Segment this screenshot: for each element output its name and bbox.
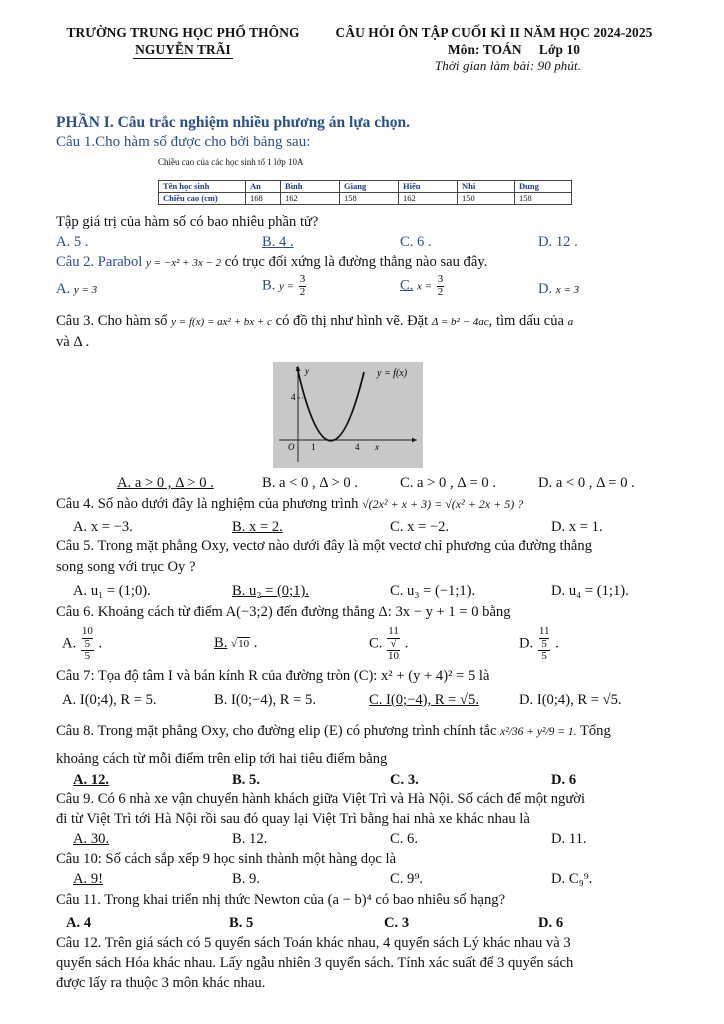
q9-stem: Câu 9. Có 6 nhà xe vận chuyển hành khách giữa Việt Trì và Hà Nội. Số cách để một người (56, 791, 586, 807)
q7-option-c (369, 691, 479, 710)
option-value: x = 3 (555, 284, 580, 296)
q11-option-a: A. 4 (66, 915, 92, 931)
q4-option-c: C. x = −2. (390, 519, 450, 535)
table-cell: Nhi (458, 181, 515, 193)
q10-option-c: C. 9⁹. (390, 871, 424, 887)
table-cell: 162 (281, 192, 340, 204)
q2-stem-text: có trục đối xứng là đường thẳng nào sau đây. (224, 254, 488, 270)
q1-stem: Câu 1.Cho hàm số được cho bởi bảng sau: (56, 134, 311, 150)
table-cell: Dung (515, 181, 572, 193)
q3-stem-text: có đồ thị như hình vẽ. Đặt (275, 313, 429, 329)
q12-line1: Câu 12. Trên giá sách có 5 quyển sách Toán khác nhau, 4 quyển sách Lý khác nhau và 3 (56, 935, 571, 951)
option-text: A. 30. (73, 831, 110, 847)
q2-option-b (262, 274, 307, 298)
q8-option-a (73, 771, 109, 790)
table-cell: Giang (340, 181, 399, 193)
parabola-graph-svg (273, 362, 423, 468)
q8-option-b: B. 5. (232, 772, 260, 788)
option-letter: A. (62, 635, 77, 652)
option-letter: B. (214, 635, 228, 651)
q2-option-c (400, 274, 445, 298)
q3-stem-text2: , tìm dấu của (488, 313, 565, 329)
school-name-line1: TRƯỜNG TRUNG HỌC PHỔ THÔNG (66, 25, 300, 40)
q10-option-b: B. 9. (232, 871, 260, 887)
option-value: x = (417, 280, 433, 293)
graph-tick-x4: 4 (355, 442, 360, 452)
q3-delta-definition: Δ = b² − 4ac (431, 316, 489, 328)
q6-stem: Câu 6. Khoảng cách từ điểm A(−3;2) đến đường thẳng Δ: 3x − y + 1 = 0 bằng (56, 604, 511, 620)
q3-var-a: a (567, 316, 574, 328)
option-letter: C. (369, 635, 383, 652)
q4-stem (56, 495, 684, 514)
option-text: A. 9! (73, 871, 103, 887)
q7-stem: Câu 7: Tọa độ tâm I và bán kính R của đường tròn (C): x² + (y + 4)² = 5 là (56, 668, 490, 684)
q5-option-b: B. u₂ = (0;1). (232, 583, 309, 599)
q8-stem-text: Câu 8. Trong mặt phẳng Oxy, cho đường elip (E) có phương trình chính tắc (56, 723, 497, 739)
exam-subject: Môn: TOÁN (447, 42, 522, 58)
q8-stem (56, 722, 684, 741)
option-letter: A. (56, 281, 71, 297)
q8-option-d: D. 6 (551, 772, 577, 788)
q12-line2: quyển sách Hóa khác nhau. Lấy ngẫu nhiên 3 quyển sách. Tính xác suất để 3 quyển sách (56, 955, 574, 971)
table-cell: Tên học sinh (159, 181, 246, 193)
q4-option-b: B. x = 2. (232, 519, 283, 535)
q6-option-a: A. 10 5 5 . (62, 625, 103, 663)
q9-option-c: C. 6. (390, 831, 418, 847)
q3-stem (56, 312, 684, 331)
q11-option-b: B. 5 (229, 915, 254, 931)
option-fraction: 11 √ 10 (388, 625, 400, 663)
q3-option-d: D. a < 0 , Δ = 0 . (538, 475, 635, 491)
section-title: PHẦN I. Câu trắc nghiệm nhiều phương án lựa chọn. (56, 114, 411, 131)
option-letter: C. (400, 277, 414, 294)
exam-title: CÂU HỎI ÔN TẬP CUỐI KÌ II NĂM HỌC 2024-2025 (335, 25, 653, 40)
q7-option-d: D. I(0;4), R = √5. (519, 692, 622, 708)
q6-option-b: B. √10 . (214, 635, 258, 651)
graph-x-label: x (375, 442, 379, 452)
q5-stem-line2: song song với trục Oy ? (56, 559, 196, 575)
q5-option-c: C. u₃ = (−1;1). (390, 583, 476, 599)
option-value: y = 3 (73, 284, 98, 296)
option-text: C. I(0;−4), R = √5. (369, 692, 480, 708)
height-table (158, 180, 572, 205)
q8-stem-line2: khoảng cách từ mỗi điểm trên elip tới hai tiêu điểm bằng (56, 751, 388, 767)
q2-stem (56, 253, 684, 272)
table-cell: Bình (281, 181, 340, 193)
graph-origin-label: O (288, 442, 295, 452)
option-fraction: $\frac{3}{2}$ (437, 273, 444, 298)
graph-function-label: y = f(x) (377, 368, 408, 379)
table-cell: 162 (399, 192, 458, 204)
parabola-graph (273, 362, 423, 468)
q2-option-a (56, 280, 97, 299)
table-row (159, 192, 572, 204)
q9-option-b: B. 12. (232, 831, 268, 847)
q3-equation: y = f(x) = ax² + bx + c (171, 316, 272, 328)
q10-option-a (73, 870, 103, 889)
q1-question: Tập giá trị của hàm số có bao nhiêu phần tử? (56, 214, 319, 230)
option-fraction: 11 5 5 (538, 625, 550, 663)
q1-option-b: B. 4 . (262, 234, 294, 250)
table-cell: 150 (458, 192, 515, 204)
q6-option-d: D. 11 5 5 . (519, 625, 559, 663)
school-name-line2: NGUYỄN TRÃI (133, 41, 233, 59)
q2-equation: y = −x² + 3x − 2 (146, 257, 222, 269)
q7-option-a: A. I(0;4), R = 5. (62, 692, 157, 708)
option-text: A. 12. (73, 772, 110, 788)
exam-time: Thời gian làm bài: 90 phút. (434, 58, 582, 74)
option-text: A. a > 0 , Δ > 0 . (117, 475, 214, 491)
q9-option-a (73, 830, 109, 849)
option-fraction: $\frac{3}{2}$ (299, 273, 306, 298)
q9-stem-line2: đi từ Việt Trì tới Hà Nội rồi sau đó quay lại Việt Trì bằng hai nhà xe khác nhau là (56, 811, 530, 827)
q3-label: Câu 3. Cho hàm số (56, 313, 168, 329)
q12-line3: được lấy ra thuộc 3 môn khác nhau. (56, 975, 266, 991)
table-cell: An (246, 181, 281, 193)
table-cell: 168 (246, 192, 281, 204)
graph-tick-x1: 1 (311, 442, 316, 452)
graph-tick-y: 4 (291, 392, 296, 402)
q8-option-c: C. 3. (390, 772, 419, 788)
option-letter: D. (519, 635, 534, 652)
table-row (159, 181, 572, 193)
q5-option-d: D. u₄ = (1;1). (551, 583, 629, 599)
q4-option-a: A. x = −3. (73, 519, 133, 535)
q11-option-d: D. 6 (538, 915, 564, 931)
table-cell: 158 (515, 192, 572, 204)
q8-equation: x²/36 + y²/9 = 1. (500, 726, 577, 738)
q11-option-c: C. 3 (384, 915, 410, 931)
q3-stem-line2: và Δ . (56, 334, 90, 350)
q3-option-a (117, 474, 214, 493)
exam-header (318, 24, 670, 75)
q2-option-d (538, 280, 579, 299)
graph-y-label: y (305, 366, 309, 376)
q4-option-d: D. x = 1. (551, 519, 603, 535)
school-header (52, 24, 314, 59)
q3-option-b: B. a < 0 , Δ > 0 . (262, 475, 358, 491)
q1-option-a: A. 5 . (56, 234, 89, 250)
table-cell: Hiếu (399, 181, 458, 193)
q10-stem: Câu 10: Số cách sắp xếp 9 học sinh thành một hàng dọc là (56, 851, 397, 867)
q9-option-d: D. 11. (551, 831, 587, 847)
q1-table-caption: Chiều cao của các học sinh tổ 1 lớp 10A (158, 157, 304, 167)
q5-stem: Câu 5. Trong mặt phẳng Oxy, vectơ nào dưới đây là một vectơ chỉ phương của đường thẳng (56, 538, 592, 554)
q1-option-c: C. 6 . (400, 234, 432, 250)
q7-option-b: B. I(0;−4), R = 5. (214, 692, 316, 708)
q4-stem-text: Câu 4. Số nào dưới đây là nghiệm của phương trình (56, 496, 359, 512)
q5-option-a: A. u₁ = (1;0). (73, 583, 151, 599)
option-letter: D. (538, 281, 553, 297)
table-cell: Chiều cao (cm) (159, 192, 246, 204)
option-value: y = (279, 280, 295, 293)
q4-equation: √(2x² + x + 3) = √(x² + 2x + 5) ? (362, 497, 524, 511)
q8-stem-end: Tổng (579, 723, 611, 739)
exam-grade: Lớp 10 (538, 42, 581, 58)
table-cell: 158 (340, 192, 399, 204)
q1-option-d: D. 12 . (538, 234, 578, 250)
q2-label: Câu 2. Parabol (56, 254, 143, 270)
option-fraction: 10 5 5 (81, 625, 93, 663)
q3-option-c: C. a > 0 , Δ = 0 . (400, 475, 496, 491)
q10-option-d: D. C₉⁹. (551, 871, 593, 887)
q11-stem: Câu 11. Trong khai triển nhị thức Newton của (a − b)⁴ có bao nhiêu số hạng? (56, 892, 506, 908)
q6-option-c: C. 11 √ 10 . (369, 625, 409, 663)
option-letter: B. (262, 277, 276, 294)
